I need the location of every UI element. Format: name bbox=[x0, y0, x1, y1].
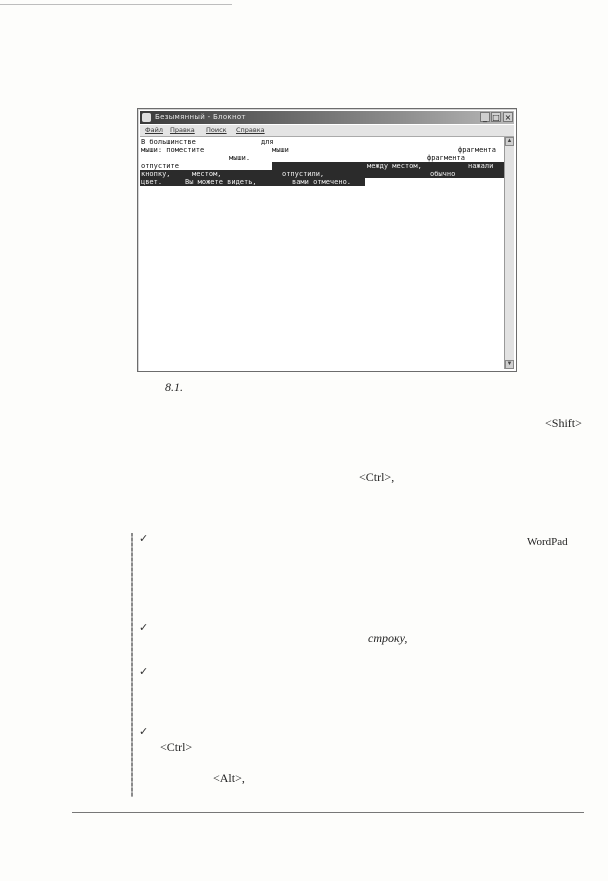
editor-text: отпустите bbox=[141, 162, 179, 170]
editor-text: мыши. bbox=[229, 154, 251, 162]
window-titlebar bbox=[140, 111, 514, 124]
bottom-rule bbox=[72, 812, 584, 813]
editor-text: мыши bbox=[272, 146, 289, 154]
editor-text: обычно bbox=[430, 170, 456, 178]
ctrl-key-label: <Ctrl>, bbox=[359, 470, 395, 484]
scroll-down-icon[interactable]: ▼ bbox=[506, 361, 513, 367]
editor-text: фрагмента bbox=[427, 154, 465, 162]
scroll-up-icon[interactable]: ▲ bbox=[506, 138, 513, 144]
check-icon: ✓ bbox=[139, 726, 149, 738]
vertical-scrollbar[interactable] bbox=[504, 137, 514, 369]
editor-text: местом, bbox=[192, 170, 222, 178]
editor-text: вами отмечено. bbox=[292, 178, 352, 186]
note-sidebar-bar bbox=[131, 533, 133, 797]
check-icon: ✓ bbox=[139, 666, 149, 678]
editor-text: нажали bbox=[468, 162, 494, 170]
editor-text: кнопку, bbox=[141, 170, 171, 178]
menu-search[interactable]: Поиск bbox=[206, 126, 227, 134]
notepad-window bbox=[137, 108, 517, 372]
editor-text: Вы можете видеть, bbox=[185, 178, 257, 186]
window-title: Безымянный - Блокнот bbox=[155, 113, 246, 121]
text-editor-area[interactable] bbox=[140, 137, 504, 369]
menu-edit[interactable]: Правка bbox=[170, 126, 195, 134]
shift-key-label: <Shift> bbox=[545, 416, 582, 430]
editor-text: фрагмента bbox=[458, 146, 496, 154]
italic-term: строку, bbox=[368, 631, 408, 645]
check-icon: ✓ bbox=[139, 622, 149, 634]
maximize-button[interactable]: □ bbox=[492, 113, 500, 122]
alt-key-label: <Alt>, bbox=[213, 771, 245, 785]
editor-text: отпустили, bbox=[282, 170, 325, 178]
close-button[interactable]: × bbox=[504, 113, 512, 122]
editor-text: между местом, bbox=[367, 162, 422, 170]
menu-file[interactable]: Файл bbox=[145, 126, 163, 134]
editor-text: В большинстве bbox=[141, 138, 196, 146]
figure-caption: 8.1. bbox=[165, 380, 183, 394]
ctrl-key-label: <Ctrl> bbox=[160, 740, 193, 754]
top-rule bbox=[0, 4, 232, 5]
menu-help[interactable]: Справка bbox=[236, 126, 265, 134]
minimize-button[interactable]: _ bbox=[480, 112, 490, 122]
notepad-app-icon bbox=[142, 113, 151, 122]
wordpad-label: WordPad bbox=[527, 536, 568, 548]
check-icon: ✓ bbox=[139, 533, 149, 545]
editor-text: для bbox=[261, 138, 274, 146]
editor-text: мыши: поместите bbox=[141, 146, 205, 154]
editor-text: цвет. bbox=[141, 178, 163, 186]
menu-bar bbox=[140, 125, 514, 137]
